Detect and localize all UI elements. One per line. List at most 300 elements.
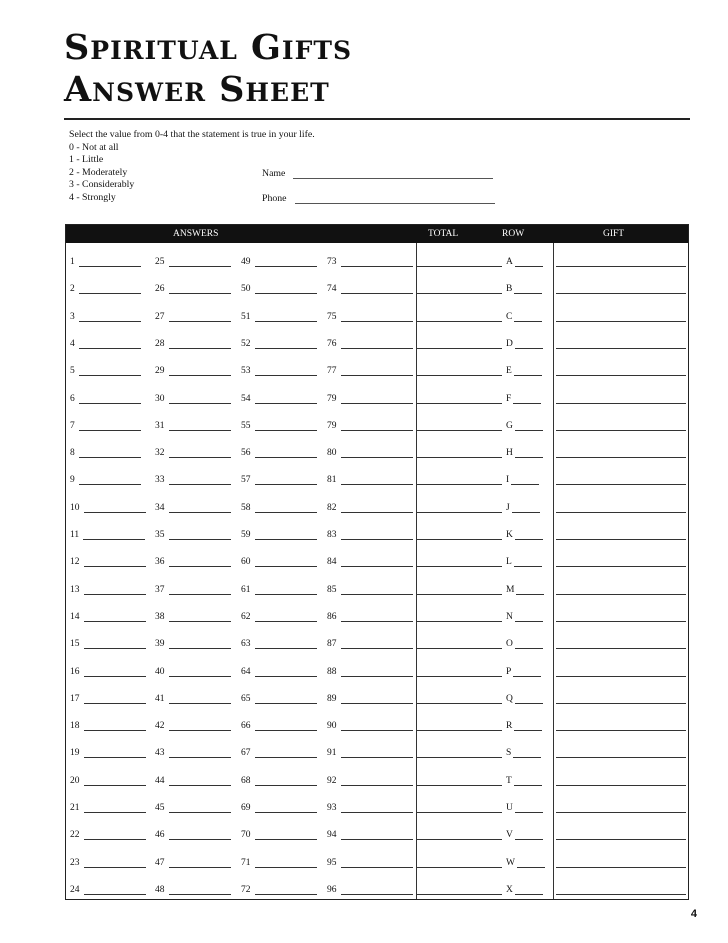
table-row (66, 846, 688, 873)
answer-blank[interactable] (79, 340, 141, 349)
answer-cell (241, 557, 317, 567)
answer-blank[interactable] (169, 449, 231, 458)
row-letter: Q (506, 693, 513, 704)
gift-blank[interactable] (556, 804, 686, 813)
answer-cell (70, 394, 141, 404)
question-number: 84 (327, 557, 337, 568)
row-blank[interactable] (515, 613, 543, 622)
answer-cell (70, 694, 146, 704)
total-blank[interactable] (416, 558, 502, 567)
answer-blank[interactable] (341, 749, 413, 758)
answer-blank[interactable] (341, 531, 413, 540)
table-row (66, 436, 688, 463)
gift-cell (556, 695, 686, 704)
answer-blank[interactable] (169, 531, 231, 540)
row-blank[interactable] (514, 367, 542, 376)
question-number: 77 (327, 366, 337, 377)
row-letter-cell (506, 366, 542, 376)
answer-cell (241, 366, 317, 376)
phone-line[interactable] (295, 194, 495, 204)
answer-blank[interactable] (169, 476, 231, 485)
header-total: TOTAL (428, 229, 459, 239)
row-blank[interactable] (515, 640, 543, 649)
row-letter-cell (506, 530, 543, 540)
answer-blank[interactable] (84, 804, 146, 813)
answer-blank[interactable] (255, 258, 317, 267)
answer-blank[interactable] (255, 613, 317, 622)
question-number: 21 (70, 803, 80, 813)
answer-blank[interactable] (341, 285, 413, 294)
answer-blank[interactable] (341, 395, 413, 404)
row-letter-cell (506, 694, 543, 704)
answer-blank[interactable] (169, 367, 231, 376)
question-number: 80 (327, 448, 337, 459)
gift-blank[interactable] (556, 476, 686, 485)
answer-cell (155, 885, 231, 895)
total-blank[interactable] (416, 504, 502, 513)
answer-blank[interactable] (341, 859, 413, 868)
answer-blank[interactable] (84, 695, 146, 704)
question-number: 87 (327, 639, 337, 650)
total-blank[interactable] (416, 367, 502, 376)
row-letter: O (506, 639, 513, 650)
total-blank[interactable] (416, 313, 502, 322)
answer-blank[interactable] (255, 395, 317, 404)
row-blank[interactable] (514, 313, 542, 322)
table-row (66, 573, 688, 600)
answer-blank[interactable] (169, 340, 231, 349)
question-number: 9 (70, 475, 75, 486)
total-blank[interactable] (416, 476, 502, 485)
answer-blank[interactable] (341, 449, 413, 458)
gift-blank[interactable] (556, 886, 686, 895)
answer-cell (327, 475, 413, 485)
row-letter: J (506, 502, 510, 513)
answer-blank[interactable] (169, 804, 231, 813)
row-blank[interactable] (514, 722, 542, 731)
answer-blank[interactable] (341, 313, 413, 322)
answer-blank[interactable] (169, 749, 231, 758)
answer-blank[interactable] (84, 749, 146, 758)
row-blank[interactable] (517, 859, 545, 868)
answer-cell (70, 284, 141, 294)
name-line[interactable] (293, 169, 493, 179)
gift-blank[interactable] (556, 504, 686, 513)
answer-blank[interactable] (169, 258, 231, 267)
answer-blank[interactable] (255, 422, 317, 431)
title-line-2: Answer Sheet (64, 69, 330, 110)
gift-blank[interactable] (556, 422, 686, 431)
answer-cell (70, 639, 146, 649)
total-blank[interactable] (416, 859, 502, 868)
phone-field[interactable] (262, 193, 495, 204)
answer-blank[interactable] (84, 613, 146, 622)
instruction-text: Select the value from 0-4 that the statement is true in your life. (69, 129, 315, 140)
answer-cell (155, 721, 231, 731)
answer-blank[interactable] (84, 558, 146, 567)
total-blank[interactable] (416, 886, 502, 895)
gift-blank[interactable] (556, 640, 686, 649)
question-number: 1 (70, 257, 75, 267)
total-cell (416, 668, 502, 677)
row-blank[interactable] (515, 531, 543, 540)
question-number: 56 (241, 448, 251, 459)
answer-blank[interactable] (79, 285, 141, 294)
question-number: 51 (241, 311, 251, 322)
answer-blank[interactable] (341, 422, 413, 431)
gift-blank[interactable] (556, 449, 686, 458)
answer-blank[interactable] (84, 886, 146, 895)
answer-blank[interactable] (84, 640, 146, 649)
answer-blank[interactable] (341, 476, 413, 485)
total-cell (416, 285, 502, 294)
answer-cell (70, 312, 141, 322)
answer-blank[interactable] (255, 531, 317, 540)
answer-blank[interactable] (341, 640, 413, 649)
question-number: 89 (327, 693, 337, 704)
row-blank[interactable] (515, 340, 543, 349)
question-number: 79 (327, 420, 337, 431)
total-cell (416, 886, 502, 895)
gift-blank[interactable] (556, 695, 686, 704)
row-blank[interactable] (513, 395, 541, 404)
question-number: 19 (70, 748, 80, 759)
answer-cell (155, 257, 231, 267)
total-blank[interactable] (416, 749, 502, 758)
question-number: 5 (70, 366, 75, 377)
answer-blank[interactable] (169, 586, 231, 595)
answer-blank[interactable] (79, 258, 141, 267)
answer-blank[interactable] (79, 476, 141, 485)
gift-blank[interactable] (556, 258, 686, 267)
total-cell (416, 340, 502, 349)
answer-blank[interactable] (255, 340, 317, 349)
row-letter: G (506, 420, 513, 431)
row-blank[interactable] (514, 558, 542, 567)
question-number: 81 (327, 475, 337, 486)
row-letter: E (506, 366, 512, 377)
answer-cell (327, 885, 413, 895)
answer-blank[interactable] (169, 313, 231, 322)
answer-cell (327, 858, 413, 868)
answer-cell (70, 421, 141, 431)
row-blank[interactable] (516, 586, 544, 595)
answer-table (65, 224, 689, 900)
answer-cell (155, 830, 231, 840)
gift-blank[interactable] (556, 613, 686, 622)
answer-blank[interactable] (341, 777, 413, 786)
answer-blank[interactable] (79, 367, 141, 376)
answer-cell (241, 721, 317, 731)
question-number: 36 (155, 557, 165, 568)
row-blank[interactable] (515, 886, 543, 895)
answer-cell (327, 694, 413, 704)
answer-blank[interactable] (255, 831, 317, 840)
row-letter-cell (506, 557, 542, 567)
answer-blank[interactable] (341, 831, 413, 840)
total-blank[interactable] (416, 258, 502, 267)
answer-blank[interactable] (255, 313, 317, 322)
answer-blank[interactable] (169, 831, 231, 840)
answer-cell (70, 612, 146, 622)
row-blank[interactable] (515, 695, 543, 704)
row-letter: B (506, 284, 513, 295)
answer-blank[interactable] (255, 476, 317, 485)
answer-cell (241, 667, 317, 677)
answer-cell (241, 530, 317, 540)
answer-cell (327, 530, 413, 540)
gift-blank[interactable] (556, 668, 686, 677)
row-blank[interactable] (511, 476, 539, 485)
table-header (66, 225, 688, 243)
gift-blank[interactable] (556, 367, 686, 376)
answer-blank[interactable] (255, 749, 317, 758)
question-number: 65 (241, 693, 251, 704)
total-blank[interactable] (416, 695, 502, 704)
answer-blank[interactable] (255, 285, 317, 294)
answer-cell (241, 284, 317, 294)
answer-blank[interactable] (255, 777, 317, 786)
scale-2: 2 - Moderately (69, 167, 128, 178)
total-cell (416, 777, 502, 786)
answer-cell (155, 530, 231, 540)
row-blank[interactable] (515, 831, 543, 840)
answer-blank[interactable] (169, 668, 231, 677)
answer-blank[interactable] (341, 613, 413, 622)
answer-cell (241, 803, 317, 813)
gift-cell (556, 531, 686, 540)
total-cell (416, 722, 502, 731)
row-letter: R (506, 721, 513, 732)
gift-blank[interactable] (556, 285, 686, 294)
total-blank[interactable] (416, 449, 502, 458)
question-number: 40 (155, 666, 165, 677)
question-number: 79 (327, 393, 337, 404)
answer-blank[interactable] (255, 640, 317, 649)
question-number: 26 (155, 284, 165, 295)
question-number: 91 (327, 748, 337, 759)
row-blank[interactable] (515, 422, 543, 431)
total-blank[interactable] (416, 422, 502, 431)
answer-cell (327, 339, 413, 349)
row-blank[interactable] (515, 258, 543, 267)
gift-blank[interactable] (556, 531, 686, 540)
answer-blank[interactable] (169, 422, 231, 431)
total-blank[interactable] (416, 831, 502, 840)
row-blank[interactable] (514, 285, 542, 294)
question-number: 76 (327, 338, 337, 349)
question-number: 73 (327, 257, 337, 267)
answer-cell (70, 858, 146, 868)
answer-blank[interactable] (169, 722, 231, 731)
question-number: 22 (70, 830, 80, 841)
answer-blank[interactable] (341, 586, 413, 595)
total-blank[interactable] (416, 722, 502, 731)
answer-blank[interactable] (84, 859, 146, 868)
answer-blank[interactable] (169, 285, 231, 294)
row-blank[interactable] (513, 668, 541, 677)
answer-blank[interactable] (79, 313, 141, 322)
answer-blank[interactable] (169, 395, 231, 404)
answer-cell (327, 312, 413, 322)
answer-blank[interactable] (169, 886, 231, 895)
gift-blank[interactable] (556, 722, 686, 731)
answer-blank[interactable] (79, 449, 141, 458)
answer-blank[interactable] (84, 586, 146, 595)
gift-blank[interactable] (556, 340, 686, 349)
answer-blank[interactable] (341, 504, 413, 513)
total-blank[interactable] (416, 640, 502, 649)
question-number: 6 (70, 393, 75, 404)
answer-blank[interactable] (341, 668, 413, 677)
question-number: 75 (327, 311, 337, 322)
question-number: 38 (155, 611, 165, 622)
row-blank[interactable] (514, 777, 542, 786)
gift-cell (556, 449, 686, 458)
answer-cell (241, 776, 317, 786)
question-number: 66 (241, 721, 251, 732)
answer-blank[interactable] (341, 340, 413, 349)
question-number: 86 (327, 611, 337, 622)
total-blank[interactable] (416, 531, 502, 540)
gift-blank[interactable] (556, 749, 686, 758)
question-number: 58 (241, 502, 251, 513)
gift-blank[interactable] (556, 831, 686, 840)
answer-blank[interactable] (255, 449, 317, 458)
answer-cell (70, 339, 141, 349)
total-blank[interactable] (416, 340, 502, 349)
answer-blank[interactable] (255, 668, 317, 677)
answer-blank[interactable] (255, 367, 317, 376)
answer-blank[interactable] (341, 695, 413, 704)
answer-blank[interactable] (341, 804, 413, 813)
answer-cell (327, 585, 413, 595)
gift-cell (556, 313, 686, 322)
gift-blank[interactable] (556, 313, 686, 322)
table-row (66, 655, 688, 682)
name-field[interactable] (262, 168, 493, 179)
row-blank[interactable] (512, 504, 540, 513)
answer-cell (155, 694, 231, 704)
total-blank[interactable] (416, 804, 502, 813)
question-number: 2 (70, 284, 75, 295)
question-number: 50 (241, 284, 251, 295)
answer-blank[interactable] (169, 777, 231, 786)
total-blank[interactable] (416, 285, 502, 294)
answer-cell (155, 557, 231, 567)
question-number: 69 (241, 803, 251, 813)
answer-blank[interactable] (84, 668, 146, 677)
answer-cell (70, 530, 145, 540)
gift-blank[interactable] (556, 586, 686, 595)
gift-cell (556, 668, 686, 677)
answer-blank[interactable] (79, 395, 141, 404)
table-row (66, 272, 688, 299)
answer-blank[interactable] (169, 613, 231, 622)
question-number: 74 (327, 284, 337, 295)
answer-blank[interactable] (169, 859, 231, 868)
question-number: 46 (155, 830, 165, 841)
total-blank[interactable] (416, 613, 502, 622)
gift-cell (556, 613, 686, 622)
answer-blank[interactable] (169, 640, 231, 649)
answer-blank[interactable] (84, 831, 146, 840)
answer-blank[interactable] (341, 258, 413, 267)
answer-cell (241, 503, 317, 513)
gift-blank[interactable] (556, 395, 686, 404)
answer-blank[interactable] (341, 367, 413, 376)
answer-blank[interactable] (84, 777, 146, 786)
question-number: 61 (241, 584, 251, 595)
gift-blank[interactable] (556, 859, 686, 868)
gift-blank[interactable] (556, 777, 686, 786)
answer-blank[interactable] (255, 859, 317, 868)
gift-cell (556, 586, 686, 595)
answer-blank[interactable] (84, 722, 146, 731)
question-number: 92 (327, 775, 337, 786)
answer-cell (241, 694, 317, 704)
answer-cell (327, 557, 413, 567)
answer-blank[interactable] (84, 504, 146, 513)
row-blank[interactable] (515, 449, 543, 458)
answer-blank[interactable] (255, 558, 317, 567)
answer-blank[interactable] (83, 531, 145, 540)
answer-cell (241, 448, 317, 458)
question-number: 18 (70, 721, 80, 732)
answer-cell (155, 394, 231, 404)
question-number: 31 (155, 420, 165, 431)
total-blank[interactable] (416, 668, 502, 677)
row-blank[interactable] (513, 749, 541, 758)
answer-blank[interactable] (341, 886, 413, 895)
scale-1: 1 - Little (69, 154, 104, 165)
answer-blank[interactable] (255, 586, 317, 595)
row-letter: P (506, 666, 512, 677)
table-row (66, 627, 688, 654)
total-blank[interactable] (416, 777, 502, 786)
answer-blank[interactable] (79, 422, 141, 431)
answer-blank[interactable] (169, 504, 231, 513)
answer-cell (327, 284, 413, 294)
total-blank[interactable] (416, 586, 502, 595)
table-row (66, 409, 688, 436)
answer-blank[interactable] (169, 558, 231, 567)
gift-blank[interactable] (556, 558, 686, 567)
question-number: 15 (70, 639, 80, 650)
row-letter: T (506, 775, 512, 786)
row-blank[interactable] (515, 804, 543, 813)
row-letter-cell (506, 748, 541, 758)
answer-blank[interactable] (255, 695, 317, 704)
answer-blank[interactable] (255, 886, 317, 895)
answer-cell (241, 858, 317, 868)
answer-cell (241, 639, 317, 649)
answer-blank[interactable] (255, 804, 317, 813)
question-number: 60 (241, 557, 251, 568)
question-number: 32 (155, 448, 165, 459)
answer-blank[interactable] (341, 558, 413, 567)
answer-blank[interactable] (169, 695, 231, 704)
header-row: ROW (502, 229, 525, 239)
answer-blank[interactable] (255, 722, 317, 731)
answer-blank[interactable] (341, 722, 413, 731)
answer-blank[interactable] (255, 504, 317, 513)
total-blank[interactable] (416, 395, 502, 404)
answer-cell (327, 748, 413, 758)
answer-cell (155, 284, 231, 294)
row-letter: D (506, 338, 513, 349)
row-letter-cell (506, 284, 542, 294)
